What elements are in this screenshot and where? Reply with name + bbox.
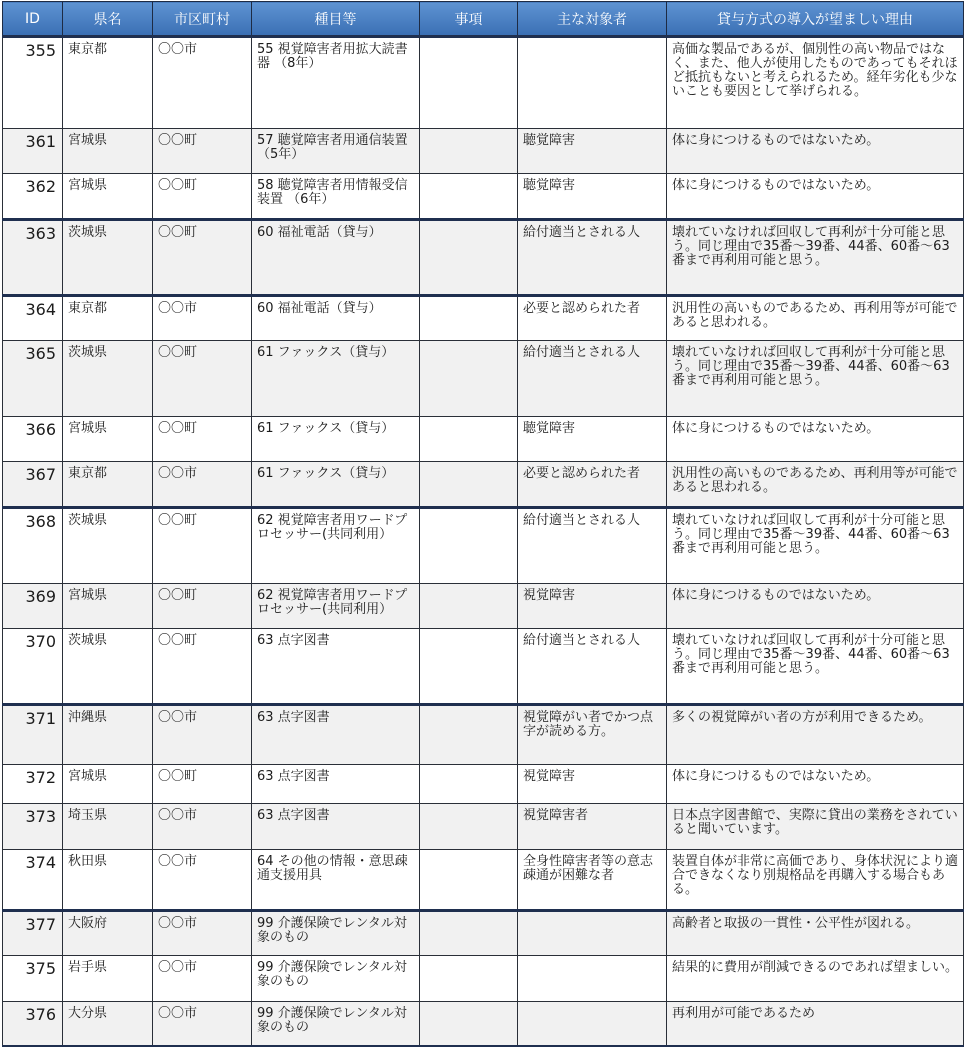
- cell-target: 聴覚障害: [518, 129, 667, 174]
- table-row: [3, 129, 964, 174]
- table-row: [3, 765, 964, 804]
- cell-municipality: 〇〇市: [153, 911, 252, 956]
- cell-municipality: 〇〇町: [153, 341, 252, 417]
- cell-item: 58 聴覚障害者用情報受信装置 （6年）: [252, 174, 420, 220]
- header-row: [3, 2, 964, 37]
- cell-target: [518, 911, 667, 956]
- cell-id: 372: [3, 765, 63, 804]
- cell-prefecture: 宮城県: [63, 765, 153, 804]
- cell-matter: [420, 956, 518, 1002]
- cell-id: 374: [3, 850, 63, 911]
- cell-prefecture: 埼玉県: [63, 804, 153, 850]
- cell-id: 367: [3, 462, 63, 508]
- cell-reason: 体に身につけるものではないため。: [667, 129, 964, 174]
- cell-target: 視覚障がい者でかつ点字が読める方。: [518, 705, 667, 765]
- table-row: [3, 1002, 964, 1046]
- cell-id: 365: [3, 341, 63, 417]
- cell-prefecture: 宮城県: [63, 129, 153, 174]
- cell-matter: [420, 629, 518, 705]
- cell-matter: [420, 220, 518, 296]
- table-row: [3, 956, 964, 1002]
- cell-matter: [420, 705, 518, 765]
- cell-municipality: 〇〇町: [153, 129, 252, 174]
- cell-reason: 壊れていなければ回収して再利が十分可能と思う。同じ理由で35番～39番、44番、60番～63番まで再利用可能と思う。: [667, 629, 964, 705]
- cell-target: 給付適当とされる人: [518, 508, 667, 584]
- cell-prefecture: 東京都: [63, 37, 153, 129]
- cell-reason: 壊れていなければ回収して再利が十分可能と思う。同じ理由で35番～39番、44番、60番～63番まで再利用可能と思う。: [667, 508, 964, 584]
- cell-item: 60 福祉電話（貸与）: [252, 220, 420, 296]
- cell-target: 給付適当とされる人: [518, 629, 667, 705]
- cell-municipality: 〇〇市: [153, 37, 252, 129]
- cell-prefecture: 沖縄県: [63, 705, 153, 765]
- cell-matter: [420, 1002, 518, 1046]
- cell-municipality: 〇〇町: [153, 508, 252, 584]
- cell-id: 375: [3, 956, 63, 1002]
- cell-reason: 日本点字図書館で、実際に貸出の業務をされていると聞いています。: [667, 804, 964, 850]
- cell-prefecture: 茨城県: [63, 341, 153, 417]
- cell-id: 366: [3, 417, 63, 462]
- cell-target: 給付適当とされる人: [518, 220, 667, 296]
- cell-municipality: 〇〇町: [153, 629, 252, 705]
- cell-item: 99 介護保険でレンタル対象のもの: [252, 956, 420, 1002]
- cell-reason: 装置自体が非常に高価であり、身体状況により適合できなくなり別規格品を再購入する場合もある。: [667, 850, 964, 911]
- cell-matter: [420, 462, 518, 508]
- cell-prefecture: 茨城県: [63, 508, 153, 584]
- cell-prefecture: 大分県: [63, 1002, 153, 1046]
- table-row: [3, 804, 964, 850]
- cell-matter: [420, 37, 518, 129]
- cell-matter: [420, 296, 518, 341]
- cell-municipality: 〇〇町: [153, 584, 252, 629]
- cell-reason: 再利用が可能であるため: [667, 1002, 964, 1046]
- cell-target: 視覚障害者: [518, 804, 667, 850]
- cell-target: 聴覚障害: [518, 174, 667, 220]
- cell-item: 60 福祉電話（貸与）: [252, 296, 420, 341]
- cell-matter: [420, 850, 518, 911]
- cell-prefecture: 宮城県: [63, 584, 153, 629]
- cell-item: 63 点字図書: [252, 705, 420, 765]
- cell-target: [518, 37, 667, 129]
- cell-id: 355: [3, 37, 63, 129]
- table-header: [3, 2, 964, 37]
- col-header-id: ID: [3, 2, 63, 37]
- table-row: [3, 174, 964, 220]
- cell-municipality: 〇〇市: [153, 850, 252, 911]
- table-row: [3, 462, 964, 508]
- cell-id: 361: [3, 129, 63, 174]
- cell-item: 61 ファックス（貸与）: [252, 341, 420, 417]
- cell-prefecture: 大阪府: [63, 911, 153, 956]
- table-row: [3, 508, 964, 584]
- cell-matter: [420, 804, 518, 850]
- cell-target: 必要と認められた者: [518, 462, 667, 508]
- cell-item: 62 視覚障害者用ワードプロセッサー(共同利用）: [252, 584, 420, 629]
- cell-item: 61 ファックス（貸与）: [252, 417, 420, 462]
- cell-municipality: 〇〇市: [153, 1002, 252, 1046]
- cell-matter: [420, 341, 518, 417]
- cell-item: 63 点字図書: [252, 765, 420, 804]
- cell-reason: 高価な製品であるが、個別性の高い物品ではなく、また、他人が使用したものであってもそれほど抵抗もないと考えられるため。経年劣化も少ないことも要因として挙げられる。: [667, 37, 964, 129]
- table-row: [3, 220, 964, 296]
- cell-id: 370: [3, 629, 63, 705]
- col-header-reason: 貸与方式の導入が望ましい理由: [667, 2, 964, 37]
- col-header-target: 主な対象者: [518, 2, 667, 37]
- cell-reason: 体に身につけるものではないため。: [667, 174, 964, 220]
- cell-item: 63 点字図書: [252, 804, 420, 850]
- cell-item: 62 視覚障害者用ワードプロセッサー(共同利用）: [252, 508, 420, 584]
- col-header-municipality: 市区町村: [153, 2, 252, 37]
- col-header-matter: 事項: [420, 2, 518, 37]
- cell-item: 63 点字図書: [252, 629, 420, 705]
- cell-municipality: 〇〇町: [153, 174, 252, 220]
- cell-target: 視覚障害: [518, 765, 667, 804]
- table-row: [3, 911, 964, 956]
- cell-id: 362: [3, 174, 63, 220]
- cell-reason: 壊れていなければ回収して再利が十分可能と思う。同じ理由で35番～39番、44番、60番～63番まで再利用可能と思う。: [667, 341, 964, 417]
- cell-prefecture: 茨城県: [63, 220, 153, 296]
- cell-reason: 高齢者と取扱の一貫性・公平性が図れる。: [667, 911, 964, 956]
- col-header-prefecture: 県名: [63, 2, 153, 37]
- cell-municipality: 〇〇市: [153, 296, 252, 341]
- cell-target: 給付適当とされる人: [518, 341, 667, 417]
- table-row: [3, 296, 964, 341]
- cell-prefecture: 東京都: [63, 296, 153, 341]
- cell-id: 373: [3, 804, 63, 850]
- cell-municipality: 〇〇市: [153, 956, 252, 1002]
- cell-item: 55 視覚障害者用拡大読書器 （8年）: [252, 37, 420, 129]
- cell-reason: 体に身につけるものではないため。: [667, 584, 964, 629]
- cell-prefecture: 宮城県: [63, 417, 153, 462]
- cell-municipality: 〇〇市: [153, 705, 252, 765]
- data-table: [2, 1, 964, 1047]
- cell-municipality: 〇〇市: [153, 804, 252, 850]
- cell-id: 371: [3, 705, 63, 765]
- table-row: [3, 629, 964, 705]
- cell-id: 363: [3, 220, 63, 296]
- cell-reason: 壊れていなければ回収して再利が十分可能と思う。同じ理由で35番～39番、44番、60番～63番まで再利用可能と思う。: [667, 220, 964, 296]
- table-container: [2, 1, 964, 1047]
- cell-item: 99 介護保険でレンタル対象のもの: [252, 1002, 420, 1046]
- cell-item: 57 聴覚障害者用通信装置 （5年）: [252, 129, 420, 174]
- cell-target: 聴覚障害: [518, 417, 667, 462]
- cell-reason: 体に身につけるものではないため。: [667, 417, 964, 462]
- table-row: [3, 850, 964, 911]
- cell-reason: 結果的に費用が削減できるのであれば望ましい。: [667, 956, 964, 1002]
- cell-matter: [420, 584, 518, 629]
- cell-matter: [420, 174, 518, 220]
- cell-item: 61 ファックス（貸与）: [252, 462, 420, 508]
- cell-municipality: 〇〇町: [153, 220, 252, 296]
- cell-matter: [420, 508, 518, 584]
- cell-prefecture: 茨城県: [63, 629, 153, 705]
- cell-municipality: 〇〇市: [153, 462, 252, 508]
- table-row: [3, 417, 964, 462]
- cell-target: 必要と認められた者: [518, 296, 667, 341]
- cell-id: 364: [3, 296, 63, 341]
- cell-matter: [420, 129, 518, 174]
- cell-target: 視覚障害: [518, 584, 667, 629]
- table-row: [3, 584, 964, 629]
- cell-prefecture: 東京都: [63, 462, 153, 508]
- cell-matter: [420, 765, 518, 804]
- cell-prefecture: 秋田県: [63, 850, 153, 911]
- cell-item: 64 その他の情報・意思疎通支援用具: [252, 850, 420, 911]
- cell-reason: 体に身につけるものではないため。: [667, 765, 964, 804]
- cell-prefecture: 宮城県: [63, 174, 153, 220]
- cell-item: 99 介護保険でレンタル対象のもの: [252, 911, 420, 956]
- cell-reason: 多くの視覚障がい者の方が利用できるため。: [667, 705, 964, 765]
- col-header-item: 種目等: [252, 2, 420, 37]
- cell-municipality: 〇〇町: [153, 417, 252, 462]
- cell-matter: [420, 417, 518, 462]
- table-row: [3, 37, 964, 129]
- cell-target: 全身性障害者等の意志疎通が困難な者: [518, 850, 667, 911]
- cell-id: 368: [3, 508, 63, 584]
- cell-municipality: 〇〇町: [153, 765, 252, 804]
- cell-target: [518, 1002, 667, 1046]
- cell-id: 376: [3, 1002, 63, 1046]
- cell-prefecture: 岩手県: [63, 956, 153, 1002]
- cell-id: 369: [3, 584, 63, 629]
- table-row: [3, 341, 964, 417]
- table-row: [3, 705, 964, 765]
- cell-reason: 汎用性の高いものであるため、再利用等が可能であると思われる。: [667, 462, 964, 508]
- cell-id: 377: [3, 911, 63, 956]
- cell-target: [518, 956, 667, 1002]
- cell-reason: 汎用性の高いものであるため、再利用等が可能であると思われる。: [667, 296, 964, 341]
- cell-matter: [420, 911, 518, 956]
- table-body: [3, 37, 964, 1046]
